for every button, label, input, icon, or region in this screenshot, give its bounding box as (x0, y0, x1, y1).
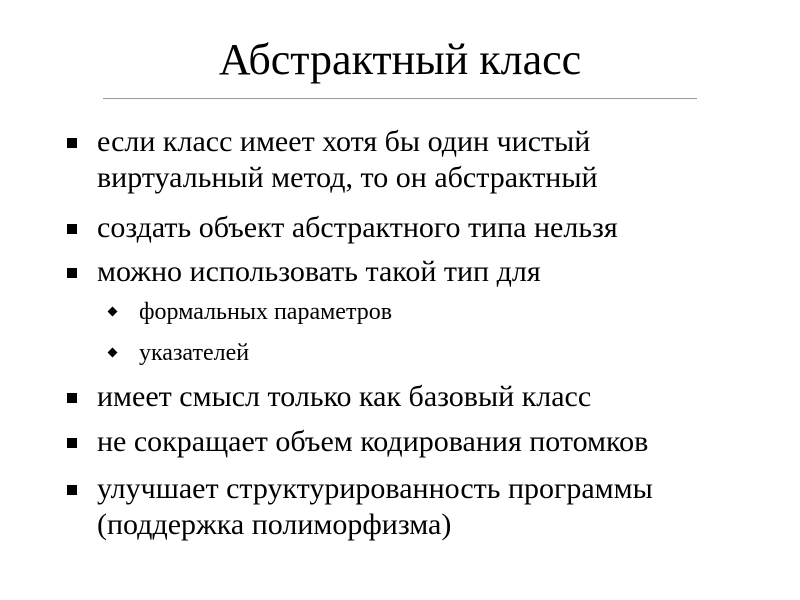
bullet-text: имеет смысл только как базовый класс (97, 380, 592, 413)
bullet-text: можно использовать такой тип для (97, 255, 541, 288)
slide-title: Абстрактный класс (218, 35, 582, 84)
bullet-item-abstract-definition (97, 124, 598, 196)
bullet-text: если класс имеет хотя бы один чистый (97, 125, 591, 158)
bullet-item-coding-volume (97, 424, 648, 460)
sub-bullet-item-pointers (139, 339, 249, 367)
square-bullet-icon (67, 485, 77, 495)
sub-bullet-text: формальных параметров (139, 299, 393, 325)
square-bullet-icon (67, 438, 77, 448)
square-bullet-icon (67, 393, 77, 403)
square-bullet-icon (67, 224, 77, 234)
bullet-item-base-class (97, 379, 591, 415)
bullet-item-usage (97, 254, 541, 290)
bullet-item-no-instances (97, 210, 618, 246)
bullet-item-structure (97, 471, 653, 543)
sub-bullet-item-formal-parameters (139, 298, 392, 326)
title-divider (103, 98, 697, 99)
square-bullet-icon (67, 138, 77, 148)
square-bullet-icon (67, 268, 77, 278)
bullet-text: виртуальный метод, то он абстрактный (97, 161, 598, 194)
bullet-text: улучшает структурированность программы (97, 472, 653, 505)
bullet-text: (поддержка полиморфизма) (97, 508, 452, 541)
sub-bullet-text: указателей (139, 340, 250, 366)
diamond-bullet-icon (108, 348, 118, 358)
diamond-bullet-icon (108, 307, 118, 317)
bullet-text: не сокращает объем кодирования потомков (97, 425, 649, 458)
bullet-text: создать объект абстрактного типа нельзя (97, 211, 618, 244)
